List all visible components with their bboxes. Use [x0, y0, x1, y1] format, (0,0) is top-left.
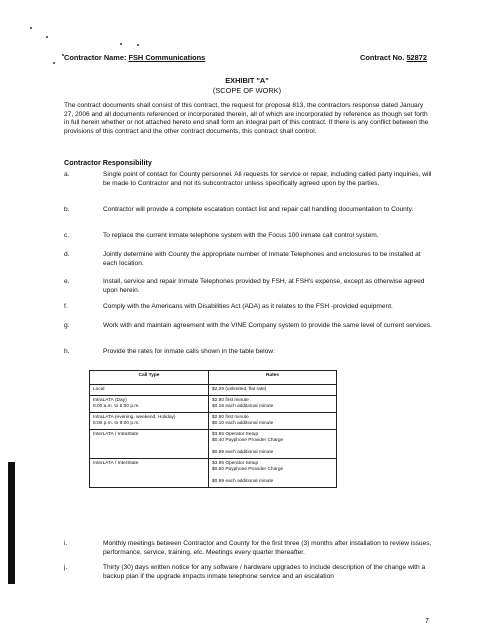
- call-type-hours: 5:00 p.m. to 8:00 p.m.: [93, 421, 140, 426]
- section-title: Contractor Responsibility: [64, 158, 152, 167]
- call-type-cell: [90, 459, 209, 488]
- item-text: Monthly meetings between Contractor and County for the first three (3) months after installation to review issues, performance, service, training, etc. Meetings every quarter thereafter.: [103, 540, 432, 556]
- col-header-rates: Rates: [209, 371, 337, 385]
- table-row: [90, 385, 337, 396]
- call-type: IntraLATA (Day): [93, 398, 127, 403]
- item-label: c.: [64, 232, 70, 239]
- rate-cell: [209, 459, 337, 488]
- table-row: [90, 459, 337, 488]
- contractor-name: FSH Communications: [128, 53, 206, 62]
- table-row: [90, 430, 337, 459]
- rate-line: $0.10 each additional minute: [212, 421, 274, 426]
- rate-line: $2.29 (unlimited, flat rate): [212, 387, 267, 392]
- rate-line: $0.16 each additional minute: [212, 404, 274, 409]
- intro-paragraph: The contract documents shall consist of this contract, the request for proposal 813, the contractors response dated January 27, 2006 and all documents referenced or incorporated therein, all of which are incorporated by reference as though set forth in full herein whether or not attached hereto end shall form an integral part of this contract. If there is any conflict between the provisions of this contract and the other contract documents, this contract shall control.: [64, 102, 429, 135]
- rate-line: $3.95 Operator Setup: [212, 432, 259, 437]
- rate-line: $0.40 Payphone Provider Charge: [212, 438, 284, 443]
- item-text: To replace the current inmate telephone system with the Focus 100 inmate call control system.: [103, 232, 379, 239]
- item-label: b.: [64, 206, 70, 213]
- item-text: Comply with the Americans with Disabilities Act (ADA) as it relates to the FSH -provided equipment.: [103, 303, 393, 310]
- rate-cell: [209, 413, 337, 430]
- item-label: a.: [64, 171, 70, 178]
- item-label: f.: [64, 303, 68, 310]
- table-row: [90, 396, 337, 413]
- call-type: IntraLATA (evening, weekend, Holiday): [93, 415, 176, 420]
- rate-cell: [209, 430, 337, 459]
- item-text: Single point of contact for County personnel. All requests for service or repair, including called party inquiries, will be made to Contractor and not its subcontractor unless specifically agreed upon by the parties.: [103, 171, 432, 187]
- margin-bar: [8, 462, 15, 584]
- rate-line: $0.59 each additional minute: [212, 450, 274, 455]
- col-header-call-type: Call Type: [90, 371, 209, 385]
- page-number: 7: [424, 616, 429, 625]
- item-label: i.: [64, 540, 68, 547]
- item-label: g.: [64, 322, 70, 329]
- call-type-cell: [90, 413, 209, 430]
- rate-line: $0.89 each additional minute: [212, 479, 274, 484]
- rate-line: $0.60 Payphone Provider Charge: [212, 467, 284, 472]
- item-text: Work with and maintain agreement with the VINE Company system to provide the same level of current services.: [103, 322, 432, 329]
- rates-table: [89, 370, 337, 488]
- rate-line: $3.95 Operator Setup: [212, 461, 259, 466]
- contractor-label: Contractor Name:: [64, 53, 127, 62]
- exhibit-subtitle: (SCOPE OF WORK): [212, 86, 282, 95]
- call-type-hours: 8:00 a.m. to 5:00 p.m.: [93, 404, 140, 409]
- contract-number: 52872: [406, 53, 427, 62]
- item-label: h.: [64, 348, 70, 355]
- rate-cell: [209, 396, 337, 413]
- exhibit-title: EXHIBIT "A": [225, 76, 269, 85]
- item-label: e.: [64, 278, 70, 285]
- item-label: d.: [64, 251, 70, 258]
- item-label: j.: [64, 564, 68, 571]
- call-type: InterLATA / IntraState: [93, 432, 139, 437]
- rate-line: $2.80 first minute: [212, 415, 249, 420]
- item-text: Provide the rates for inmate calls shown in the table below:: [103, 348, 275, 355]
- table-row: [90, 413, 337, 430]
- contractor-name-header: [64, 53, 205, 62]
- contract-label: Contract No.: [360, 53, 405, 62]
- call-type-cell: [90, 385, 209, 396]
- item-text: Jointly determine with County the appropriate number of Inmate Telephones and enclosures to be installed at each location.: [103, 251, 421, 267]
- item-text: Thirty (30) days written notice for any software / hardware upgrades to include description of the change with a backup plan if the upgrade impacts inmate telephone service and an escalation: [103, 564, 426, 580]
- call-type-cell: [90, 430, 209, 459]
- item-text: Install, service and repair Inmate Telephones provided by FSH, at FSH's expense, except as otherwise agreed upon herein.: [103, 278, 425, 294]
- item-text: Contractor will provide a complete escalation contact list and repair call handling documentation to County.: [103, 206, 414, 213]
- table-header-row: [90, 371, 337, 385]
- call-type: InterLATA / InterState: [93, 461, 139, 466]
- call-type-cell: [90, 396, 209, 413]
- contract-number-header: [360, 53, 427, 62]
- call-type: Local: [93, 387, 105, 392]
- rate-cell: [209, 385, 337, 396]
- rate-line: $2.80 first minute: [212, 398, 249, 403]
